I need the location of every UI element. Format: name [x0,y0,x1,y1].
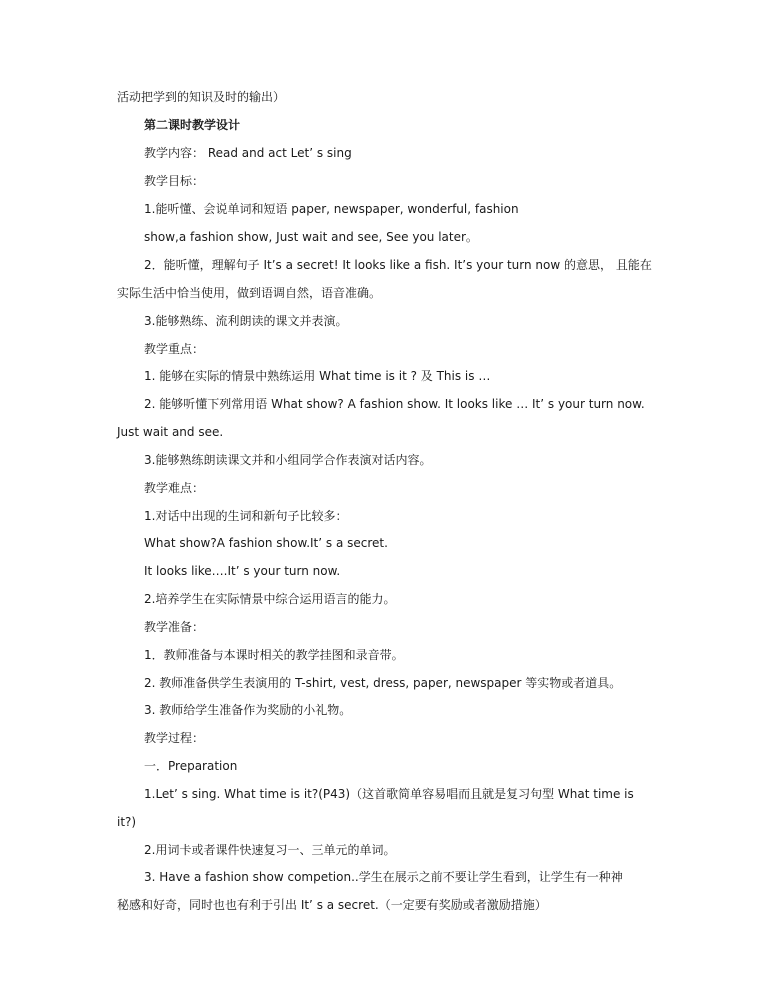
difficulty-1: 1.对话中出现的生词和新句子比较多： [144,509,348,523]
teaching-content: 教学内容： Read and act Let’ s sing [144,146,352,160]
key-point-2-line-1: 2. 能够听懂下列常用语 What show? A fashion show. It looks like … It’ s your turn now. [144,397,645,411]
key-point-2-line-2: Just wait and see. [117,425,224,439]
difficulty-1-example-2: It looks like….It’ s your turn now. [144,564,341,578]
key-point-1: 1. 能够在实际的情景中熟练运用 What time is it ? 及 This is … [144,369,491,383]
process-item-2: 2.用词卡或者课件快速复习一、三单元的单词。 [144,843,396,857]
section-heading-lesson-two: 第二课时教学设计 [144,118,241,132]
process-item-3-line-1: 3. Have a fashion show competion..学生在展示之前不要让学生看到，让学生有一种神 [144,870,623,884]
goal-3: 3.能够熟练、流利朗读的课文并表演。 [144,314,348,328]
key-points-heading: 教学重点： [144,342,205,356]
goal-1-line-2: show,a fashion show, Just wait and see, See you later。 [144,230,478,244]
difficulty-2: 2.培养学生在实际情景中综合运用语言的能力。 [144,592,396,606]
text-line-continuation: 活动把学到的知识及时的输出） [117,90,286,104]
preparation-heading: 教学准备： [144,620,205,634]
preparation-3: 3. 教师给学生准备作为奖励的小礼物。 [144,703,352,717]
process-item-3-line-2: 秘感和好奇，同时也也有利于引出 It’ s a secret.（一定要有奖励或者激励措施） [117,898,547,912]
process-item-1-line-2: it?) [117,815,137,829]
teaching-goals-heading: 教学目标： [144,174,205,188]
key-point-3: 3.能够熟练朗读课文并和小组同学合作表演对话内容。 [144,453,432,467]
goal-2-line-1: 2．能听懂，理解句子 It’s a secret! It looks like a fish. It’s your turn now 的意思， 且能在 [144,258,652,272]
difficulties-heading: 教学难点： [144,481,205,495]
goal-1-line-1: 1.能听懂、会说单词和短语 paper, newspaper, wonderful, fashion [144,202,519,216]
process-item-1-line-1: 1.Let’ s sing. What time is it?(P43)（这首歌简单容易唱而且就是复习句型 What time is [144,787,634,801]
process-heading: 教学过程： [144,731,205,745]
preparation-2: 2. 教师准备供学生表演用的 T-shirt, vest, dress, paper, newspaper 等实物或者道具。 [144,676,622,690]
goal-2-line-2: 实际生活中恰当使用，做到语调自然，语音准确。 [117,286,382,300]
process-step-one-heading: 一．Preparation [144,759,238,773]
preparation-1: 1．教师准备与本课时相关的教学挂图和录音带。 [144,648,404,662]
difficulty-1-example-1: What show?A fashion show.It’ s a secret. [144,536,388,550]
